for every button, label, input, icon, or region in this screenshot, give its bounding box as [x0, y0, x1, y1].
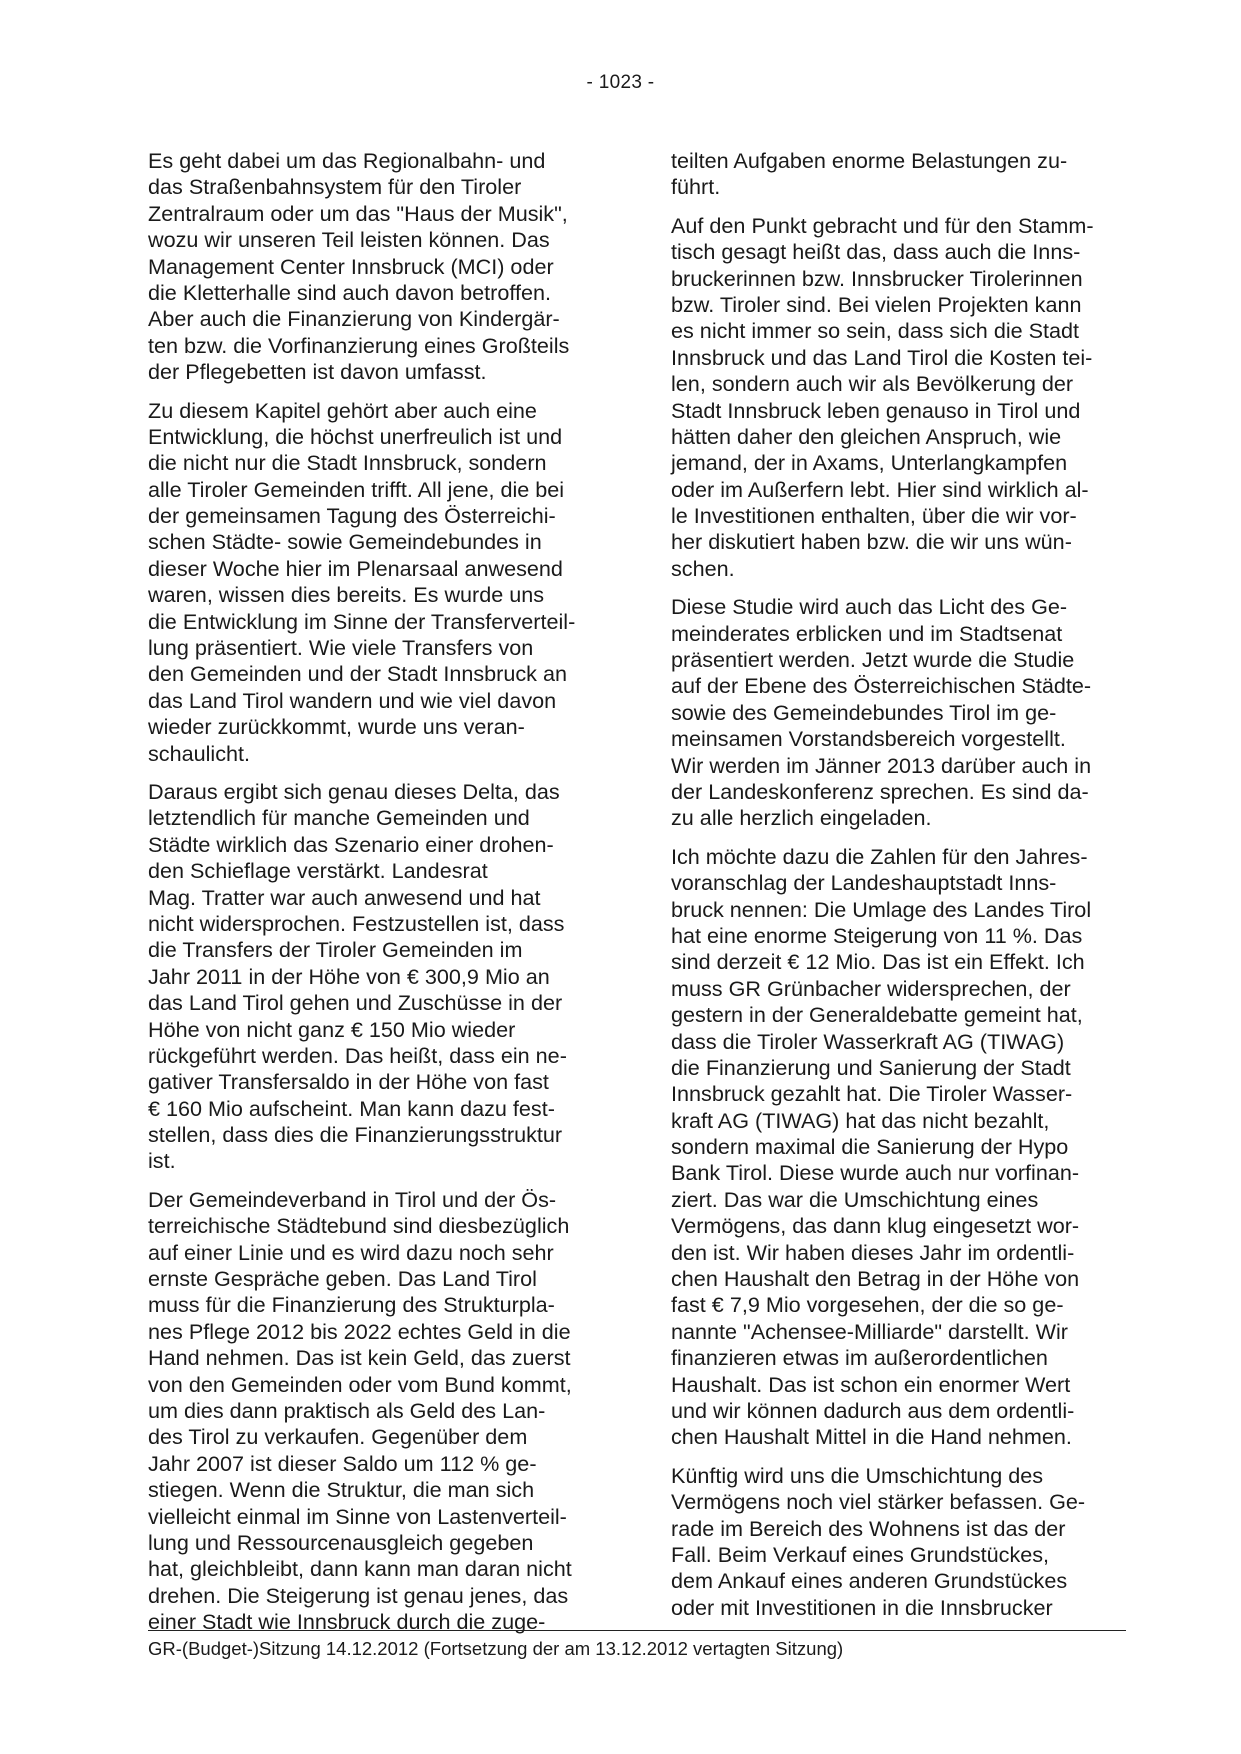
text-line: von den Gemeinden oder vom Bund kommt,: [148, 1371, 572, 1397]
text-line: rade im Bereich des Wohnens ist das der: [671, 1515, 1066, 1541]
text-line: des Tirol zu verkaufen. Gegenüber dem: [148, 1424, 528, 1450]
page-number: - 1023 -: [586, 72, 655, 93]
text-line: gativer Transfersaldo in der Höhe von fast: [148, 1069, 549, 1095]
text-line: fast € 7,9 Mio vorgesehen, der die so ge-: [671, 1292, 1064, 1318]
text-line: Innsbruck gezahlt hat. Die Tiroler Wasser-: [671, 1081, 1073, 1107]
text-line: stiegen. Wenn die Struktur, die man sich: [148, 1477, 535, 1503]
text-line: Diese Studie wird auch das Licht des Ge-: [671, 594, 1068, 620]
text-line: Zentralraum oder um das "Haus der Musik",: [148, 200, 568, 226]
text-line: nannte "Achensee-Milliarde" darstellt. Wir: [671, 1318, 1068, 1344]
footer-divider: [148, 1630, 1126, 1631]
text-line: die Finanzierung und Sanierung der Stadt: [671, 1054, 1071, 1080]
text-line: Innsbruck und das Land Tirol die Kosten tei-: [671, 344, 1093, 370]
text-line: die Entwicklung im Sinne der Transferverteil-: [148, 608, 576, 634]
text-line: Der Gemeindeverband in Tirol und der Ös-: [148, 1186, 557, 1212]
text-line: Bank Tirol. Diese wurde auch nur vorfinan-: [671, 1160, 1080, 1186]
text-line: Daraus ergibt sich genau dieses Delta, das: [148, 778, 560, 804]
text-line: tisch gesagt heißt das, dass auch die Inns-: [671, 239, 1081, 265]
text-line: bzw. Tiroler sind. Bei vielen Projekten kann: [671, 291, 1082, 317]
right-paragraph: [671, 213, 1131, 582]
text-line: finanzieren etwas im außerordentlichen: [671, 1345, 1048, 1371]
text-line: den Schieflage verstärkt. Landesrat: [148, 858, 488, 884]
text-line: chen Haushalt Mittel in die Hand nehmen.: [671, 1424, 1072, 1450]
text-line: nes Pflege 2012 bis 2022 echtes Geld in die: [148, 1318, 571, 1344]
text-line: führt.: [671, 174, 721, 200]
text-line: ist.: [148, 1148, 176, 1174]
text-line: dem Ankauf eines anderen Grundstückes: [671, 1568, 1068, 1594]
text-line: rückgeführt werden. Das heißt, dass ein ne-: [148, 1042, 567, 1068]
text-line: der Landeskonferenz sprechen. Es sind da-: [671, 778, 1089, 804]
text-line: teilten Aufgaben enorme Belastungen zu-: [671, 148, 1068, 173]
text-line: die Kletterhalle sind auch davon betroffen.: [148, 279, 551, 305]
text-line: sondern maximal die Sanierung der Hypo: [671, 1134, 1069, 1160]
text-line: das Land Tirol wandern und wie viel davon: [148, 687, 557, 713]
text-line: letztendlich für manche Gemeinden und: [148, 805, 530, 831]
text-line: Städte wirklich das Szenario einer drohen-: [148, 831, 554, 857]
text-line: und wir können dadurch aus dem ordentli-: [671, 1397, 1075, 1423]
text-line: Zu diesem Kapitel gehört aber auch eine: [148, 397, 537, 423]
text-line: € 160 Mio aufscheint. Man kann dazu fest-: [148, 1095, 555, 1121]
text-line: den Gemeinden und der Stadt Innsbruck an: [148, 661, 567, 687]
text-line: gestern in der Generaldebatte gemeint hat,: [671, 1002, 1083, 1028]
text-line: ernste Gespräche geben. Das Land Tirol: [148, 1266, 537, 1292]
left-paragraph: [148, 1187, 608, 1636]
text-line: jemand, der in Axams, Unterlangkampfen: [671, 450, 1068, 476]
text-line: Hand nehmen. Das ist kein Geld, das zuerst: [148, 1345, 571, 1371]
text-line: wieder zurückkommt, wurde uns veran-: [148, 714, 525, 740]
text-line: Jahr 2011 in der Höhe von € 300,9 Mio an: [148, 963, 550, 989]
text-line: schaulicht.: [148, 740, 251, 766]
text-line: voranschlag der Landeshauptstadt Inns-: [671, 870, 1057, 896]
text-line: wozu wir unseren Teil leisten können. Das: [148, 227, 550, 253]
text-line: einer Stadt wie Innsbruck durch die zuge-: [148, 1609, 546, 1635]
text-line: alle Tiroler Gemeinden trifft. All jene, die bei: [148, 476, 565, 502]
text-line: drehen. Die Steigerung ist genau jenes, das: [148, 1582, 569, 1608]
text-line: muss GR Grünbacher widersprechen, der: [671, 975, 1071, 1001]
text-line: nicht widersprochen. Festzustellen ist, dass: [148, 910, 565, 936]
text-line: das Straßenbahnsystem für den Tiroler: [148, 174, 522, 200]
text-line: sind derzeit € 12 Mio. Das ist ein Effekt. Ich: [671, 949, 1085, 975]
text-line: den ist. Wir haben dieses Jahr im ordentli-: [671, 1239, 1075, 1265]
text-line: chen Haushalt den Betrag in der Höhe von: [671, 1266, 1080, 1292]
text-line: Auf den Punkt gebracht und für den Stamm-: [671, 212, 1094, 238]
text-line: um dies dann praktisch als Geld des Lan-: [148, 1397, 546, 1423]
right-column: [671, 148, 1131, 1633]
text-line: Jahr 2007 ist dieser Saldo um 112 % ge-: [148, 1450, 537, 1476]
text-line: terreichische Städtebund sind diesbezüglich: [148, 1213, 570, 1239]
text-line: Vermögens, das dann klug eingesetzt wor-: [671, 1213, 1080, 1239]
text-line: sowie des Gemeindebundes Tirol im ge-: [671, 699, 1057, 725]
right-paragraph: [671, 1463, 1131, 1621]
text-line: es nicht immer so sein, dass sich die Stadt: [671, 318, 1080, 344]
text-line: der Pflegebetten ist davon umfasst.: [148, 359, 487, 385]
text-line: hat, gleichbleibt, dann kann man daran nicht: [148, 1556, 572, 1582]
text-line: lung präsentiert. Wie viele Transfers von: [148, 635, 534, 661]
text-line: Haushalt. Das ist schon ein enormer Wert: [671, 1371, 1071, 1397]
text-line: kraft AG (TIWAG) hat das nicht bezahlt,: [671, 1107, 1050, 1133]
right-paragraph: [671, 844, 1131, 1451]
text-line: der gemeinsamen Tagung des Österreichi-: [148, 503, 556, 529]
text-line: auf einer Linie und es wird dazu noch sehr: [148, 1239, 554, 1265]
text-line: Fall. Beim Verkauf eines Grundstückes,: [671, 1541, 1050, 1567]
text-line: die nicht nur die Stadt Innsbruck, sondern: [148, 450, 547, 476]
text-line: hätten daher den gleichen Anspruch, wie: [671, 423, 1062, 449]
text-line: Vermögens noch viel stärker befassen. Ge-: [671, 1489, 1086, 1515]
left-paragraph: [148, 148, 608, 386]
text-line: Management Center Innsbruck (MCI) oder: [148, 253, 554, 279]
text-line: oder im Außerfern lebt. Hier sind wirklich al-: [671, 476, 1089, 502]
text-line: muss für die Finanzierung des Strukturpla-: [148, 1292, 555, 1318]
text-line: Aber auch die Finanzierung von Kindergär-: [148, 306, 560, 332]
text-line: das Land Tirol gehen und Zuschüsse in der: [148, 990, 563, 1016]
text-line: ten bzw. die Vorfinanzierung eines Großteils: [148, 332, 570, 358]
text-line: auf der Ebene des Österreichischen Städte-: [671, 673, 1092, 699]
footer-session-info: GR-(Budget-)Sitzung 14.12.2012 (Fortsetzung der am 13.12.2012 vertagten Sitzung): [148, 1638, 844, 1659]
text-line: dass die Tiroler Wasserkraft AG (TIWAG): [671, 1028, 1065, 1054]
text-line: Stadt Innsbruck leben genauso in Tirol und: [671, 397, 1081, 423]
text-line: lung und Ressourcenausgleich gegeben: [148, 1529, 534, 1555]
text-line: le Investitionen enthalten, über die wir vor-: [671, 503, 1077, 529]
text-line: Ich möchte dazu die Zahlen für den Jahres-: [671, 843, 1088, 869]
text-line: bruckerinnen bzw. Innsbrucker Tirolerinnen: [671, 265, 1083, 291]
text-line: präsentiert werden. Jetzt wurde die Studie: [671, 647, 1075, 673]
text-line: waren, wissen dies bereits. Es wurde uns: [148, 582, 545, 608]
text-line: hat eine enorme Steigerung von 11 %. Das: [671, 922, 1083, 948]
text-line: dieser Woche hier im Plenarsaal anwesend: [148, 555, 563, 581]
right-paragraph: [671, 594, 1131, 832]
text-line: Wir werden im Jänner 2013 darüber auch in: [671, 752, 1092, 778]
text-line: meinsamen Vorstandsbereich vorgestellt.: [671, 726, 1066, 752]
text-line: zu alle herzlich eingeladen.: [671, 805, 932, 831]
text-line: schen Städte- sowie Gemeindebundes in: [148, 529, 542, 555]
left-paragraph: [148, 779, 608, 1175]
text-line: schen.: [671, 555, 735, 581]
text-line: vielleicht einmal im Sinne von Lastenverteil-: [148, 1503, 567, 1529]
text-line: Mag. Tratter war auch anwesend und hat: [148, 884, 541, 910]
right-paragraph: [671, 148, 1131, 201]
left-paragraph: [148, 398, 608, 767]
text-line: ziert. Das war die Umschichtung eines: [671, 1186, 1039, 1212]
text-line: die Transfers der Tiroler Gemeinden im: [148, 937, 523, 963]
text-line: her diskutiert haben bzw. die wir uns wün-: [671, 529, 1072, 555]
text-line: Höhe von nicht ganz € 150 Mio wieder: [148, 1016, 516, 1042]
text-line: stellen, dass dies die Finanzierungsstruktur: [148, 1122, 563, 1148]
text-line: meinderates erblicken und im Stadtsenat: [671, 620, 1063, 646]
left-column: [148, 148, 608, 1647]
text-line: bruck nennen: Die Umlage des Landes Tirol: [671, 896, 1092, 922]
text-line: Entwicklung, die höchst unerfreulich ist und: [148, 423, 563, 449]
text-line: Künftig wird uns die Umschichtung des: [671, 1462, 1044, 1488]
text-line: len, sondern auch wir als Bevölkerung der: [671, 371, 1074, 397]
text-line: oder mit Investitionen in die Innsbrucker: [671, 1594, 1053, 1620]
text-line: Es geht dabei um das Regionalbahn- und: [148, 148, 546, 173]
